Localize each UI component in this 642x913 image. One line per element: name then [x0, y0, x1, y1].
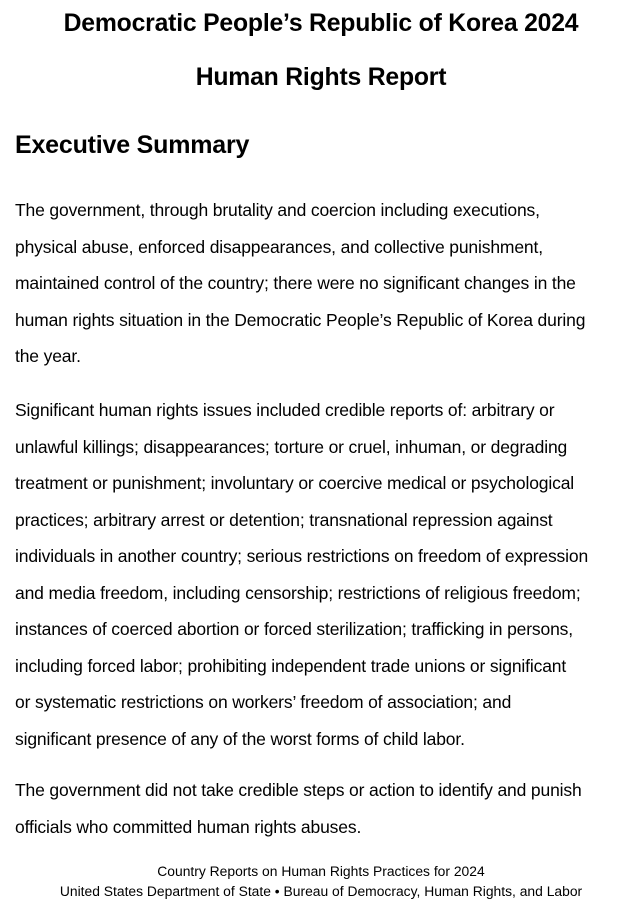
paragraph-line: human rights situation in the Democratic People’s Republic of Korea during: [15, 309, 586, 330]
paragraph-line: The government, through brutality and coercion including executions,: [15, 200, 540, 220]
footer-publisher: United States Department of State • Bureau of Democracy, Human Rights, and Labor: [59, 883, 583, 899]
paragraph-line: unlawful killings; disappearances; torture or cruel, inhuman, or degrading: [15, 436, 568, 457]
paragraph-line: including forced labor; prohibiting independent trade unions or significant: [15, 655, 567, 676]
paragraph-line: and media freedom, including censorship; restrictions of religious freedom;: [15, 582, 581, 603]
paragraph-line: or systematic restrictions on workers’ freedom of association; and: [15, 692, 512, 712]
paragraph-line: physical abuse, enforced disappearances, and collective punishment,: [15, 236, 543, 257]
report-subtitle: Human Rights Report: [195, 64, 447, 91]
paragraph-1: [15, 192, 637, 375]
paragraph-line: the year.: [15, 346, 81, 366]
report-title: Democratic People’s Republic of Korea 2024: [63, 10, 579, 37]
paragraph-line: maintained control of the country; there were no significant changes in the: [15, 273, 576, 293]
paragraph-line: significant presence of any of the worst forms of child labor.: [15, 728, 465, 749]
paragraph-3: [15, 772, 637, 845]
paragraph-line: The government did not take credible steps or action to identify and punish: [15, 780, 582, 800]
footer-report-series: Country Reports on Human Rights Practices for 2024: [157, 863, 485, 879]
paragraph-line: practices; arbitrary arrest or detention; transnational repression against: [15, 509, 553, 530]
paragraph-2: [15, 392, 637, 757]
paragraph-line: treatment or punishment; involuntary or coercive medical or psychological: [15, 473, 575, 493]
paragraph-line: instances of coerced abortion or forced sterilization; trafficking in persons,: [15, 619, 573, 639]
paragraph-line: officials who committed human rights abuses.: [15, 816, 362, 837]
paragraph-line: Significant human rights issues included credible reports of: arbitrary or: [15, 400, 555, 420]
section-heading: Executive Summary: [15, 131, 250, 159]
paragraph-line: individuals in another country; serious restrictions on freedom of expression: [15, 546, 589, 566]
